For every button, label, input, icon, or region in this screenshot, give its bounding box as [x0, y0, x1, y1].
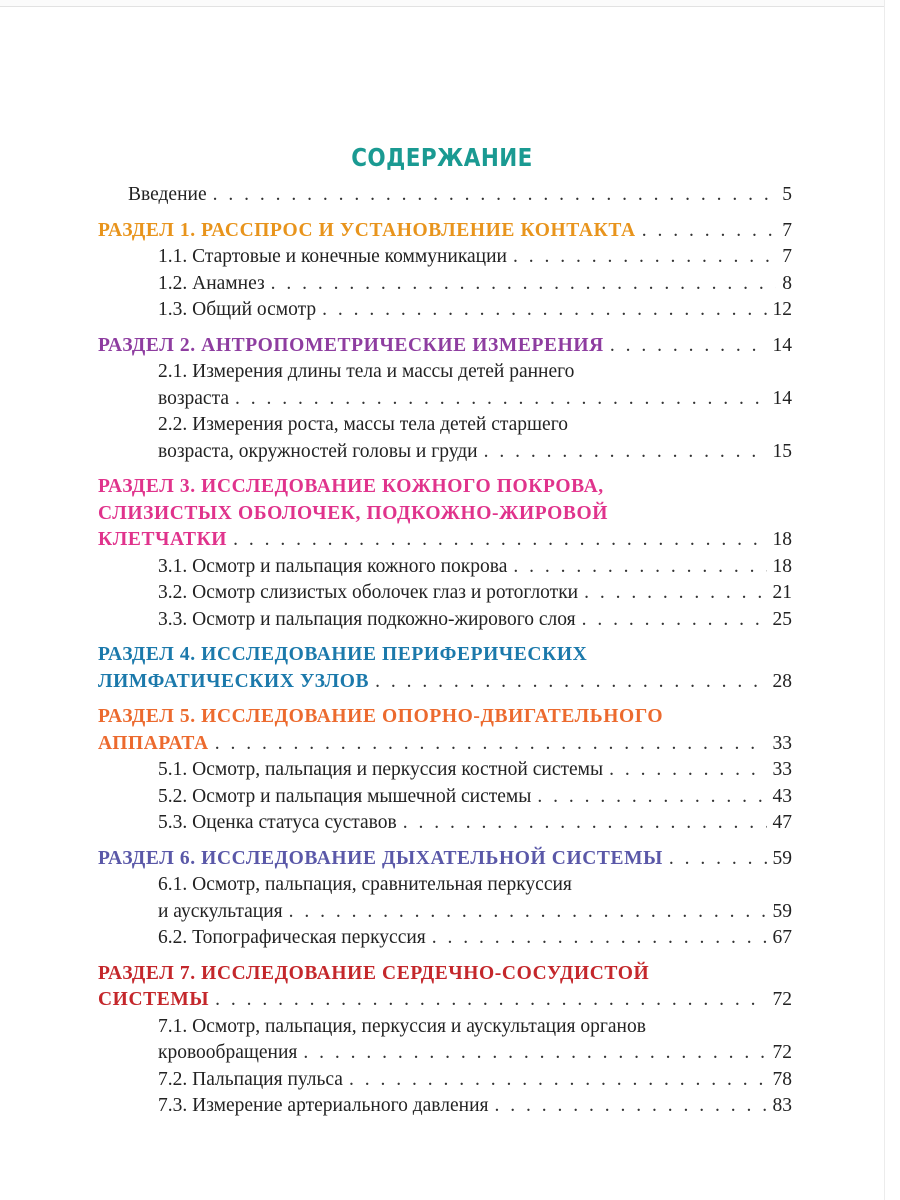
toc-entry-label: Введение: [128, 184, 207, 205]
section-gap: [98, 633, 792, 642]
toc-page-number: 72: [772, 989, 792, 1010]
toc-page-number: 47: [772, 812, 792, 833]
toc-page-number: 5: [782, 184, 792, 205]
toc-leader-dots: [584, 580, 766, 607]
page-top-edge: [0, 0, 885, 7]
toc-subsection-6-1-line-2[interactable]: [98, 899, 792, 926]
toc-section-7-line-2[interactable]: [98, 987, 792, 1014]
toc-subsection-3-3[interactable]: [98, 607, 792, 634]
toc-page-number: 14: [772, 334, 792, 356]
toc-subsection-5-2[interactable]: [98, 784, 792, 811]
toc-section-7-line-1[interactable]: [98, 961, 792, 988]
toc-leader-dots: [271, 271, 777, 298]
toc-section-3-line-1[interactable]: [98, 474, 792, 501]
section-gap: [98, 324, 792, 333]
toc-leader-dots: [484, 439, 767, 466]
toc-leader-dots: [432, 925, 767, 952]
toc-subsection-5-3[interactable]: [98, 810, 792, 837]
toc-section-4-line-2[interactable]: [98, 669, 792, 696]
toc-subsection-2-1-line-2[interactable]: [98, 386, 792, 413]
toc-page-number: 59: [772, 847, 792, 869]
toc-subsection-1-1[interactable]: [98, 244, 792, 271]
toc-subsection-title: 1.3. Общий осмотр: [158, 299, 317, 320]
toc-leader-dots: [642, 218, 777, 245]
toc-section-3-line-2[interactable]: [98, 501, 792, 528]
toc-section-title: РАЗДЕЛ 5. ИССЛЕДОВАНИЕ ОПОРНО-ДВИГАТЕЛЬНОГО: [98, 706, 664, 727]
section-gap: [98, 695, 792, 704]
toc-subsection-7-2[interactable]: [98, 1067, 792, 1094]
toc-subsection-title: 3.2. Осмотр слизистых оболочек глаз и ротоглотки: [158, 582, 579, 603]
toc-page-number: 25: [772, 608, 792, 630]
toc-section-title: РАЗДЕЛ 4. ИССЛЕДОВАНИЕ ПЕРИФЕРИЧЕСКИХ: [98, 644, 588, 665]
toc-section-title: РАЗДЕЛ 2. АНТРОПОМЕТРИЧЕСКИЕ ИЗМЕРЕНИЯ: [98, 334, 604, 356]
toc-leader-dots: [289, 899, 767, 926]
toc-page-number: 78: [772, 1068, 792, 1090]
toc-page-number: 59: [772, 900, 792, 922]
section-gap: [98, 465, 792, 474]
toc-leader-dots: [235, 386, 766, 413]
toc-subsection-3-2[interactable]: [98, 580, 792, 607]
toc-section-title: РАЗДЕЛ 3. ИССЛЕДОВАНИЕ КОЖНОГО ПОКРОВА,: [98, 476, 604, 497]
toc-page-number: 12: [772, 299, 792, 320]
toc-leader-dots: [215, 987, 766, 1014]
toc-subsection-1-3[interactable]: [98, 297, 792, 324]
toc-leader-dots: [322, 297, 766, 324]
toc-section-1[interactable]: [98, 218, 792, 245]
toc-subsection-title: кровообращения: [158, 1042, 298, 1063]
toc-leader-dots: [375, 669, 766, 696]
toc-leader-dots: [537, 784, 766, 811]
toc-section-3-line-3[interactable]: [98, 527, 792, 554]
toc-section-title: ЛИМФАТИЧЕСКИХ УЗЛОВ: [98, 670, 370, 692]
toc-leader-dots: [233, 527, 766, 554]
toc-subsection-title: 3.1. Осмотр и пальпация кожного покрова: [158, 555, 508, 577]
toc-section-2[interactable]: [98, 333, 792, 360]
toc-page-number: 83: [772, 1095, 792, 1116]
toc-subsection-7-3[interactable]: [98, 1093, 792, 1120]
toc-subsection-title: 6.1. Осмотр, пальпация, сравнительная перкуссия: [158, 874, 572, 895]
toc-leader-dots: [215, 731, 767, 758]
toc-section-4-line-1[interactable]: [98, 642, 792, 669]
toc-subsection-5-1[interactable]: [98, 757, 792, 784]
toc-subsection-title: 1.1. Стартовые и конечные коммуникации: [158, 246, 507, 267]
toc-leader-dots: [494, 1093, 766, 1120]
toc-subsection-6-1-line-1[interactable]: [98, 872, 792, 899]
toc-section-5-line-1[interactable]: [98, 704, 792, 731]
toc-subsection-1-2[interactable]: [98, 271, 792, 298]
toc-page-number: 18: [772, 555, 792, 577]
toc-subsection-title: 2.2. Измерения роста, массы тела детей старшего: [158, 414, 568, 435]
toc-subsection-3-1[interactable]: [98, 554, 792, 581]
toc-page-number: 43: [772, 785, 792, 807]
page-title: СОДЕРЖАНИЕ: [351, 143, 533, 172]
toc-section-title: КЛЕТЧАТКИ: [98, 529, 228, 550]
toc-subsection-2-2-line-2[interactable]: [98, 439, 792, 466]
toc-entry-intro[interactable]: [98, 182, 792, 209]
page-right-edge: [884, 0, 885, 1200]
toc-leader-dots: [513, 554, 766, 581]
toc-page-number: 18: [772, 529, 792, 550]
toc-leader-dots: [669, 846, 767, 873]
toc-page-number: 7: [782, 219, 792, 241]
toc-subsection-title: 7.1. Осмотр, пальпация, перкуссия и аускультация органов: [158, 1015, 646, 1037]
toc-section-title: РАЗДЕЛ 7. ИССЛЕДОВАНИЕ СЕРДЕЧНО-СОСУДИСТОЙ: [98, 962, 650, 984]
toc-section-title: РАЗДЕЛ 1. РАССПРОС И УСТАНОВЛЕНИЕ КОНТАКТА: [98, 219, 636, 241]
toc-subsection-title: возраста: [158, 387, 230, 409]
toc-subsection-2-2-line-1[interactable]: [98, 412, 792, 439]
toc-page-number: 8: [782, 272, 792, 294]
toc-leader-dots: [582, 607, 767, 634]
toc-page-number: 33: [772, 732, 792, 754]
toc-subsection-title: 5.3. Оценка статуса суставов: [158, 812, 397, 833]
toc-subsection-6-2[interactable]: [98, 925, 792, 952]
toc-page-number: 33: [772, 759, 792, 780]
toc-subsection-title: 1.2. Анамнез: [158, 272, 265, 294]
toc-leader-dots: [609, 757, 766, 784]
table-of-contents: [98, 182, 792, 1120]
toc-leader-dots: [610, 333, 767, 360]
toc-leader-dots: [513, 244, 776, 271]
section-gap: [98, 837, 792, 846]
toc-section-title: РАЗДЕЛ 6. ИССЛЕДОВАНИЕ ДЫХАТЕЛЬНОЙ СИСТЕМЫ: [98, 847, 663, 869]
toc-section-6[interactable]: [98, 846, 792, 873]
toc-page-number: 14: [772, 387, 792, 409]
toc-subsection-title: 5.1. Осмотр, пальпация и перкуссия костной системы: [158, 759, 604, 780]
toc-page-number: 72: [772, 1042, 792, 1063]
toc-section-title: СИСТЕМЫ: [98, 989, 210, 1010]
toc-subsection-title: и аускультация: [158, 900, 283, 922]
toc-subsection-title: 3.3. Осмотр и пальпация подкожно-жирового слоя: [158, 608, 576, 630]
toc-subsection-title: 7.2. Пальпация пульса: [158, 1068, 343, 1090]
toc-page-number: 21: [772, 582, 792, 603]
toc-section-5-line-2[interactable]: [98, 731, 792, 758]
toc-page-number: 28: [772, 670, 792, 692]
toc-page-number: 7: [782, 246, 792, 267]
toc-section-title: АППАРАТА: [98, 732, 209, 754]
toc-subsection-title: 5.2. Осмотр и пальпация мышечной системы: [158, 785, 532, 807]
toc-subsection-title: 6.2. Топографическая перкуссия: [158, 927, 426, 948]
toc-section-title: СЛИЗИСТЫХ ОБОЛОЧЕК, ПОДКОЖНО-ЖИРОВОЙ: [98, 502, 609, 524]
section-gap: [98, 952, 792, 961]
toc-leader-dots: [403, 810, 767, 837]
section-gap: [98, 209, 792, 218]
toc-subsection-title: возраста, окружностей головы и груди: [158, 440, 478, 462]
toc-leader-dots: [349, 1067, 767, 1094]
toc-leader-dots: [213, 182, 777, 209]
toc-subsection-title: 7.3. Измерение артериального давления: [158, 1095, 489, 1116]
toc-page-number: 67: [772, 927, 792, 948]
toc-leader-dots: [303, 1040, 766, 1067]
toc-subsection-title: 2.1. Измерения длины тела и массы детей раннего: [158, 361, 575, 382]
toc-subsection-7-1-line-2[interactable]: [98, 1040, 792, 1067]
toc-subsection-2-1-line-1[interactable]: [98, 359, 792, 386]
toc-page-number: 15: [772, 440, 792, 462]
toc-subsection-7-1-line-1[interactable]: [98, 1014, 792, 1041]
